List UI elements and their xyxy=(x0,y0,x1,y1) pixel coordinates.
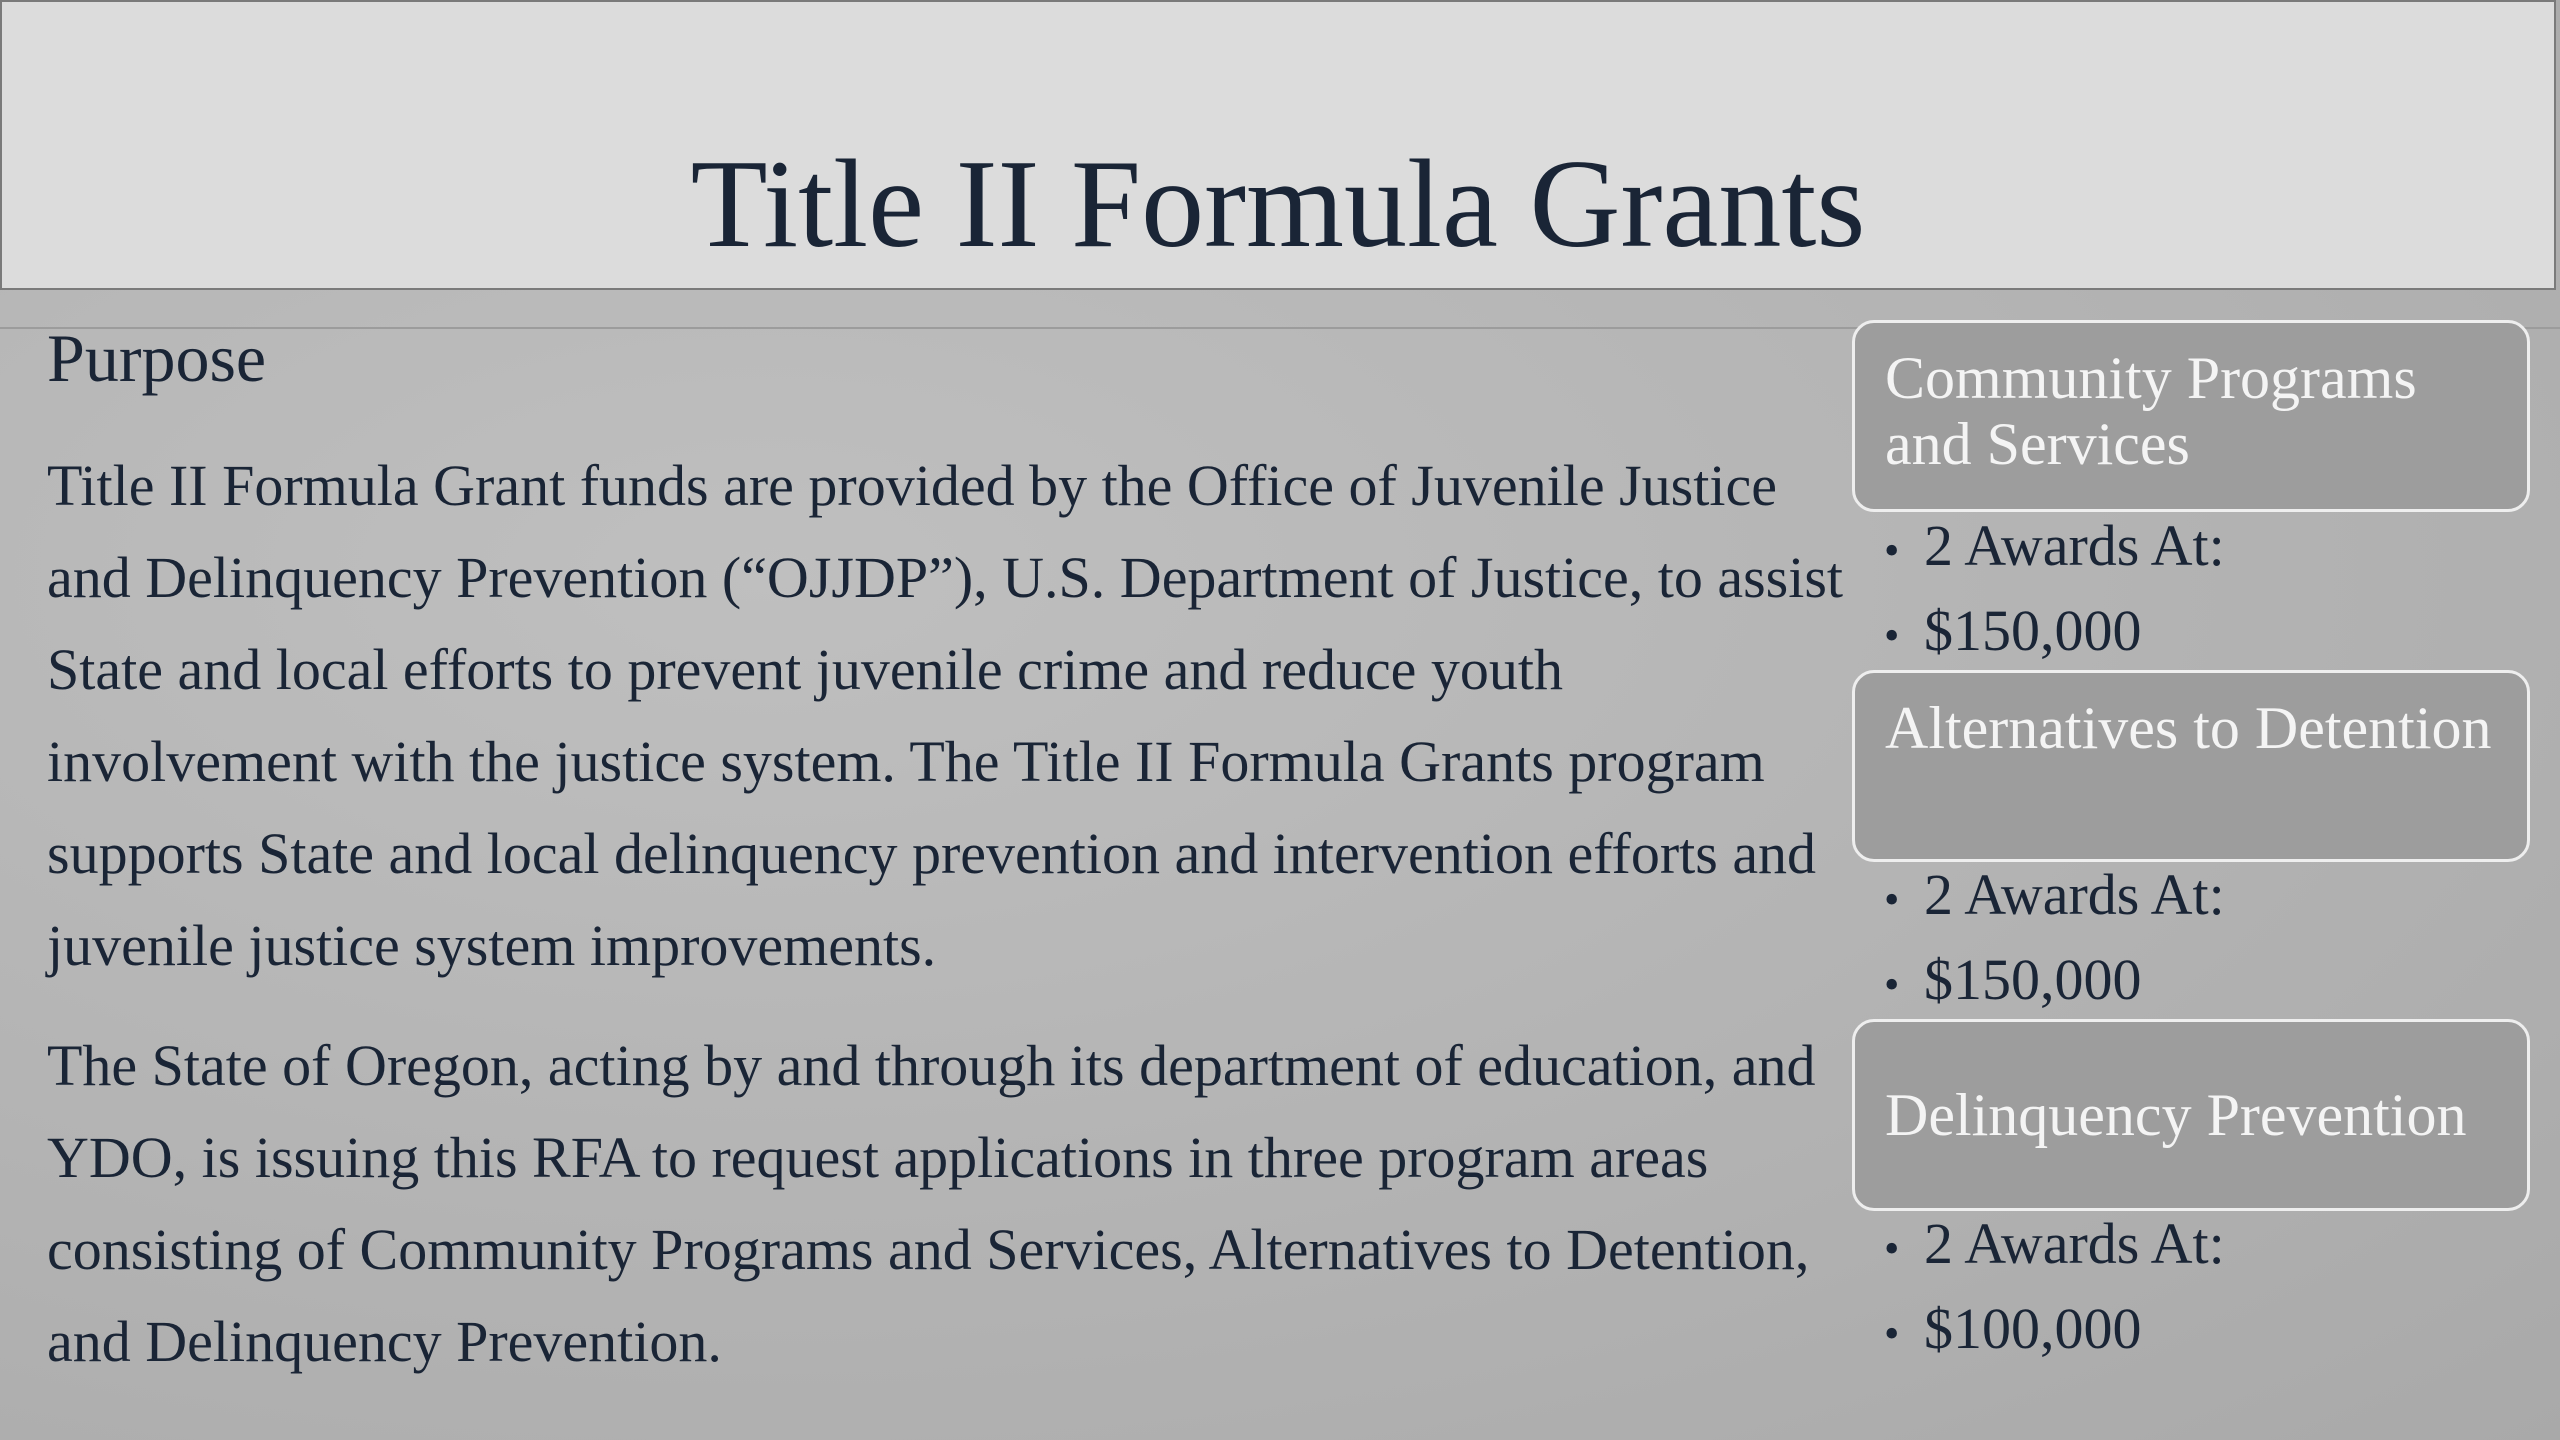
award-list-delinquency xyxy=(1884,1204,2225,1374)
purpose-heading: Purpose xyxy=(47,320,267,396)
bullet-icon: • xyxy=(1884,611,1900,660)
bullet-icon: • xyxy=(1884,960,1900,1009)
program-name: Alternatives to Detention xyxy=(1885,695,2492,761)
program-name: Delinquency Prevention xyxy=(1885,1082,2467,1148)
award-list-community xyxy=(1884,506,2225,676)
program-name: Community Programs and Services xyxy=(1885,345,2417,477)
slide-title: Title II Formula Grants xyxy=(690,135,1866,274)
bullet-icon: • xyxy=(1884,1309,1900,1358)
list-item xyxy=(1884,506,2225,591)
award-list-alternatives xyxy=(1884,855,2225,1025)
list-item xyxy=(1884,855,2225,940)
title-bar xyxy=(0,0,2556,290)
award-count: 2 Awards At: xyxy=(1924,862,2225,927)
award-count: 2 Awards At: xyxy=(1924,1211,2225,1276)
bullet-icon: • xyxy=(1884,526,1900,575)
program-box-community xyxy=(1852,320,2530,512)
award-amount: $150,000 xyxy=(1924,947,2142,1012)
list-item xyxy=(1884,1289,2225,1374)
award-amount: $150,000 xyxy=(1924,598,2142,663)
list-item xyxy=(1884,1204,2225,1289)
bullet-icon: • xyxy=(1884,875,1900,924)
purpose-paragraph-2: The State of Oregon, acting by and through its department of education, and YDO, is issuing this RFA to request applications in three program areas consisting of Community Programs and Services, Alternatives to Detention, and Delinquency Prevention. xyxy=(47,1033,1816,1374)
list-item xyxy=(1884,591,2225,676)
award-count: 2 Awards At: xyxy=(1924,513,2225,578)
award-amount: $100,000 xyxy=(1924,1296,2142,1361)
program-box-alternatives xyxy=(1852,670,2530,862)
program-box-delinquency xyxy=(1852,1019,2530,1211)
bullet-icon: • xyxy=(1884,1224,1900,1273)
purpose-paragraph-1: Title II Formula Grant funds are provided by the Office of Juvenile Justice and Delinquency Prevention (“OJJDP”), U.S. Department of Justice, to assist State and local efforts to prevent juvenile crime and reduce youth involvement with the justice system. The Title II Formula Grants program supports State and local delinquency prevention and intervention efforts and juvenile justice system improvements. xyxy=(47,453,1844,978)
list-item xyxy=(1884,940,2225,1025)
